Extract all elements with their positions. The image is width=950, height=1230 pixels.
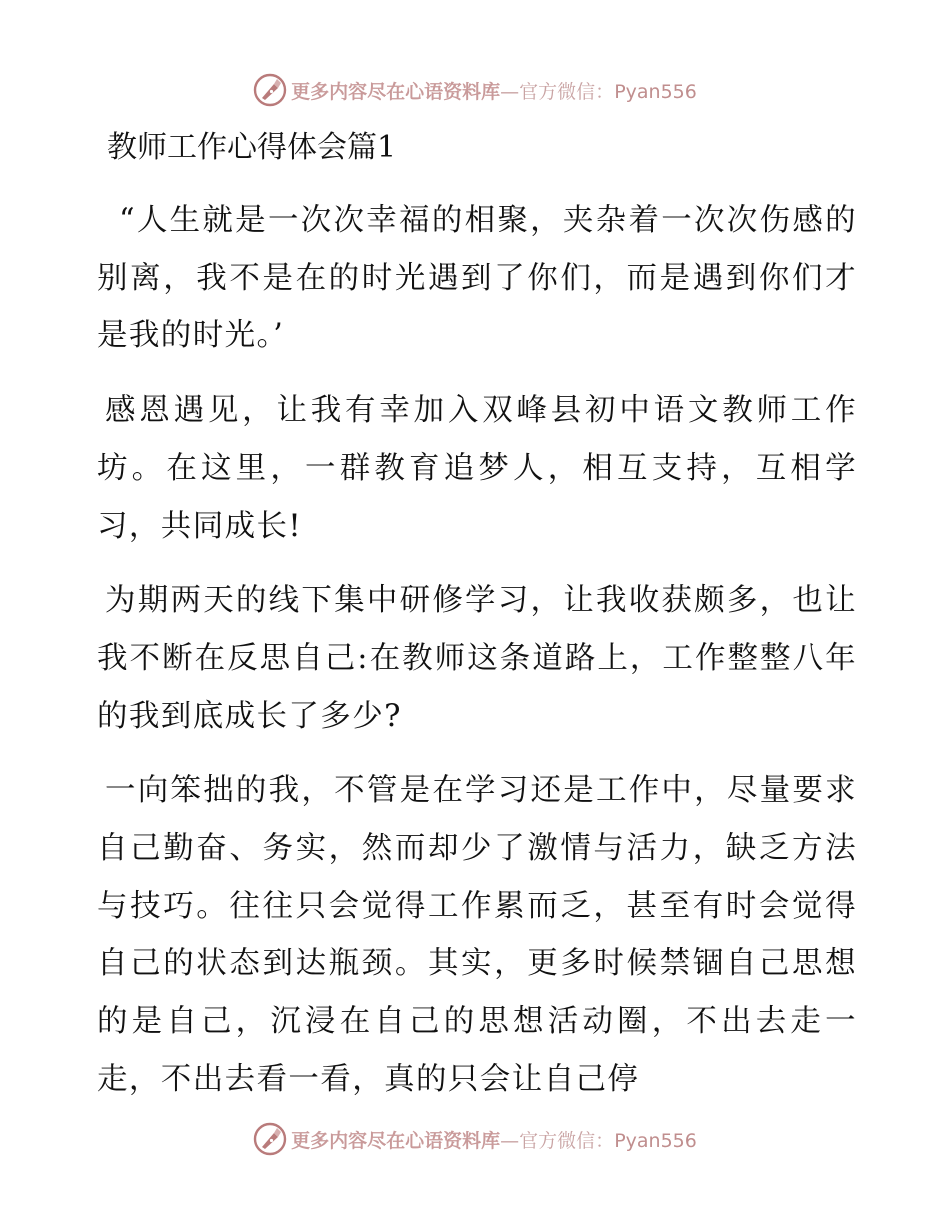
watermark-brand: 更多内容尽在心语资料库 — [291, 1129, 501, 1152]
pen-nib-logo-icon — [253, 73, 287, 107]
watermark-brand: 更多内容尽在心语资料库 — [291, 80, 501, 103]
watermark-wechat-id: Pyan556 — [614, 80, 697, 103]
paragraph-3: 为期两天的线下集中研修学习，让我收获颇多，也让我不断在反思自己:在教师这条道路上，工作整整八年的我到底成长了多少? — [97, 583, 857, 734]
paragraph-1: “人生就是一次次幸福的相聚，夹杂着一次次伤感的别离，我不是在的时光遇到了你们，而是遇到你们才是我的时光。’ — [97, 203, 857, 354]
watermark-suffix: 官方微信： — [519, 80, 615, 103]
watermark-wechat-id: Pyan556 — [614, 1129, 697, 1152]
watermark-text — [291, 1126, 697, 1153]
watermark-separator: — — [500, 80, 520, 103]
watermark-suffix: 官方微信： — [519, 1129, 615, 1152]
header-watermark — [0, 70, 950, 110]
document-body — [97, 123, 857, 1126]
watermark-separator: — — [500, 1129, 520, 1152]
document-title: 教师工作心得体会篇1 — [107, 130, 397, 165]
paragraph-4: 一向笨拙的我，不管是在学习还是工作中，尽量要求自己勤奋、务实，然而却少了激情与活力，缺乏方法与技巧。往往只会觉得工作累而乏，甚至有时会觉得自己的状态到达瓶颈。其实，更多时候禁锢自己思想的是自己，沉浸在自己的思想活动圈，不出去走一走，不出去看一看，真的只会让自己停 — [97, 773, 857, 1097]
paragraph-2: 感恩遇见，让我有幸加入双峰县初中语文教师工作坊。在这里，一群教育追梦人，相互支持，互相学习，共同成长! — [97, 393, 857, 544]
watermark-text — [291, 77, 697, 104]
footer-watermark — [0, 1119, 950, 1159]
pen-nib-logo-icon — [253, 1122, 287, 1156]
